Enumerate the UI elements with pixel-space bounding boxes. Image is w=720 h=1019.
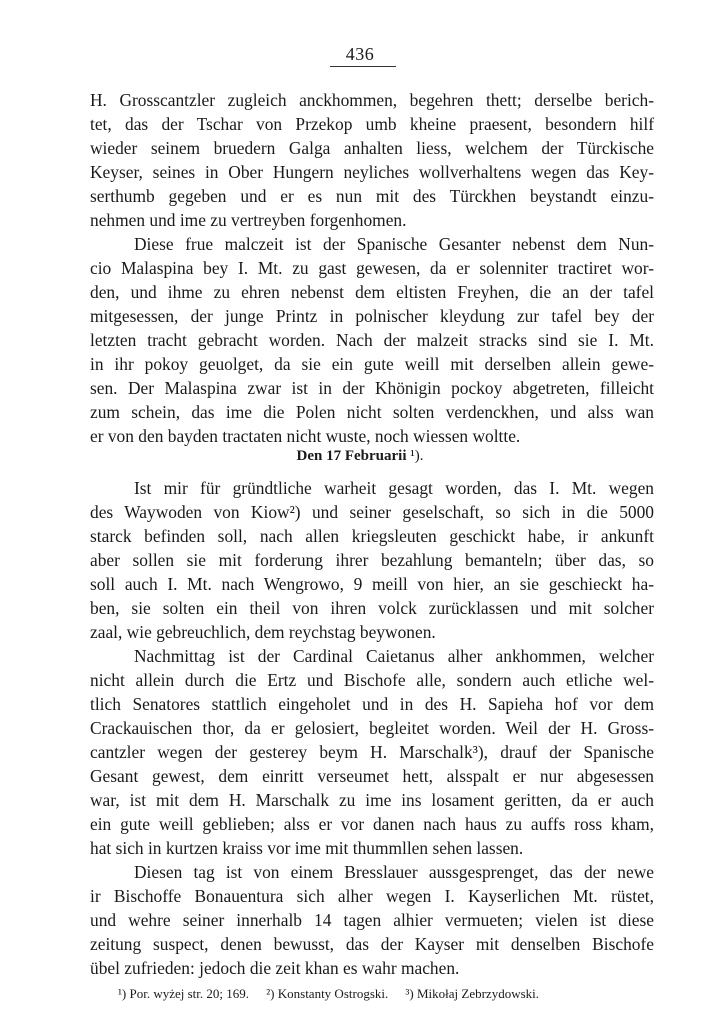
section-heading (0, 444, 720, 468)
text-line: übel zufrieden: jedoch die zeit khan es wahr machen. (90, 958, 460, 978)
text-line: zum schein, das ime die Polen nicht solten verdenckhen, und alss wan (90, 402, 654, 422)
text-line: hat sich in kurtzen kraiss vor ime mit thummllen sehen lassen. (90, 838, 524, 858)
text-line: ir Bischoffe Bonauentura sich alher wegen I. Kayserlichen Mt. rüstet, (90, 886, 654, 906)
text-line: er von den bayden tractaten nicht wuste, noch wiessen woltte. (90, 426, 521, 446)
text-line: des Waywoden von Kiow²) und seiner geselschaft, so sich in die 5000 (90, 502, 654, 522)
text-line: tlich Senatores stattlich eingeholet und in des H. Sapieha hof vor dem (90, 694, 654, 714)
text-line: zaal, wie gebreuchlich, dem reychstag beywonen. (90, 622, 436, 642)
text-line: letzten tracht gebracht worden. Nach der malzeit stracks sind sie I. Mt. (90, 330, 654, 350)
text-line: Crackauischen thor, da er gelosiert, begleitet worden. Weil der H. Gross- (90, 718, 654, 738)
footnotes (118, 986, 638, 1002)
text-line: tet, das der Tschar von Przekop umb kheine praesent, besondern hilf (90, 114, 654, 134)
footnote-3: ³) Mikołaj Zebrzydowski. (405, 986, 540, 1001)
text-line: mitgesessen, der junge Printz in polnischer kleydung zur tafel bey der (90, 306, 654, 326)
text-line: Diesen tag ist von einem Bresslauer aussgesprenget, das der newe (134, 862, 654, 882)
text-line: nehmen und ime zu vertreyben forgenhomen. (90, 210, 407, 230)
text-line: in ihr pokoy geuolget, da sie ein gute weill mit derselben allein gewe- (90, 354, 654, 374)
text-line: wieder seinem bruedern Galga anhalten liess, welchem der Türckische (90, 138, 654, 158)
footnote-2: ²) Konstanty Ostrogski. (266, 986, 389, 1001)
heading-text: Den 17 Februarii (296, 448, 407, 464)
text-line: Ist mir für gründtliche warheit gesagt worden, das I. Mt. wegen (134, 478, 654, 498)
text-line: soll auch I. Mt. nach Wengrowo, 9 meill von hier, an sie geschieckt ha- (90, 574, 654, 594)
text-line: sen. Der Malaspina zwar ist in der Khönigin pockoy abgetreten, filleicht (90, 378, 654, 398)
text-line: Gesant gewest, dem einritt verseumet hett, alsspalt er nur abgesessen (90, 766, 654, 786)
text-line: Nachmittag ist der Cardinal Caietanus alher ankhommen, welcher (134, 646, 654, 666)
text-line: cio Malaspina bey I. Mt. zu gast gewesen, da er solenniter tractiret wor- (90, 258, 654, 278)
heading-footnote-ref: ¹). (410, 448, 424, 464)
text-line: und wehre seiner innerhalb 14 tagen alhier vermueten; vielen ist diese (90, 910, 654, 930)
text-line: starck befinden soll, nach allen kriegsleuten geschickt habe, ir ankunft (90, 526, 654, 546)
text-line: aber sollen sie mit forderung ihrer bezahlung bemanteln; über das, so (90, 550, 654, 570)
text-line: serthumb gegeben und er es nun mit des Türckhen beystandt einzu- (90, 186, 654, 206)
text-line: ben, sie solten ein theil von ihren volck zurücklassen und mit solcher (90, 598, 654, 618)
footnote-1: ¹) Por. wyżej str. 20; 169. (118, 986, 250, 1001)
text-line: Diese frue malczeit ist der Spanische Gesanter nebenst dem Nun- (134, 234, 654, 254)
text-line: H. Grosscantzler zugleich anckhommen, begehren thett; derselbe berich- (90, 90, 654, 110)
text-line: zeitung suspect, denen bewusst, das der Kayser mit denselben Bischofe (90, 934, 654, 954)
text-line: war, ist mit dem H. Marschalk zu ime ins losament geritten, da er auch (90, 790, 654, 810)
text-line: cantzler wegen der gesterey beym H. Marschalk³), drauf der Spanische (90, 742, 654, 762)
page-number: 436 (345, 44, 375, 64)
text-line: Keyser, seines in Ober Hungern neyliches wollverhaltens wegen das Key- (90, 162, 654, 182)
text-line: den, und ihme zu ehren nebenst dem eltisten Freyhen, die an der tafel (90, 282, 654, 302)
text-line: ein gute weill geblieben; alss er vor danen nach haus zu auffs ross kham, (90, 814, 654, 834)
text-line: nicht allein durch die Ertz und Bischofe alle, sondern auch etliche wel- (90, 670, 654, 690)
page-number-rule (330, 66, 396, 67)
